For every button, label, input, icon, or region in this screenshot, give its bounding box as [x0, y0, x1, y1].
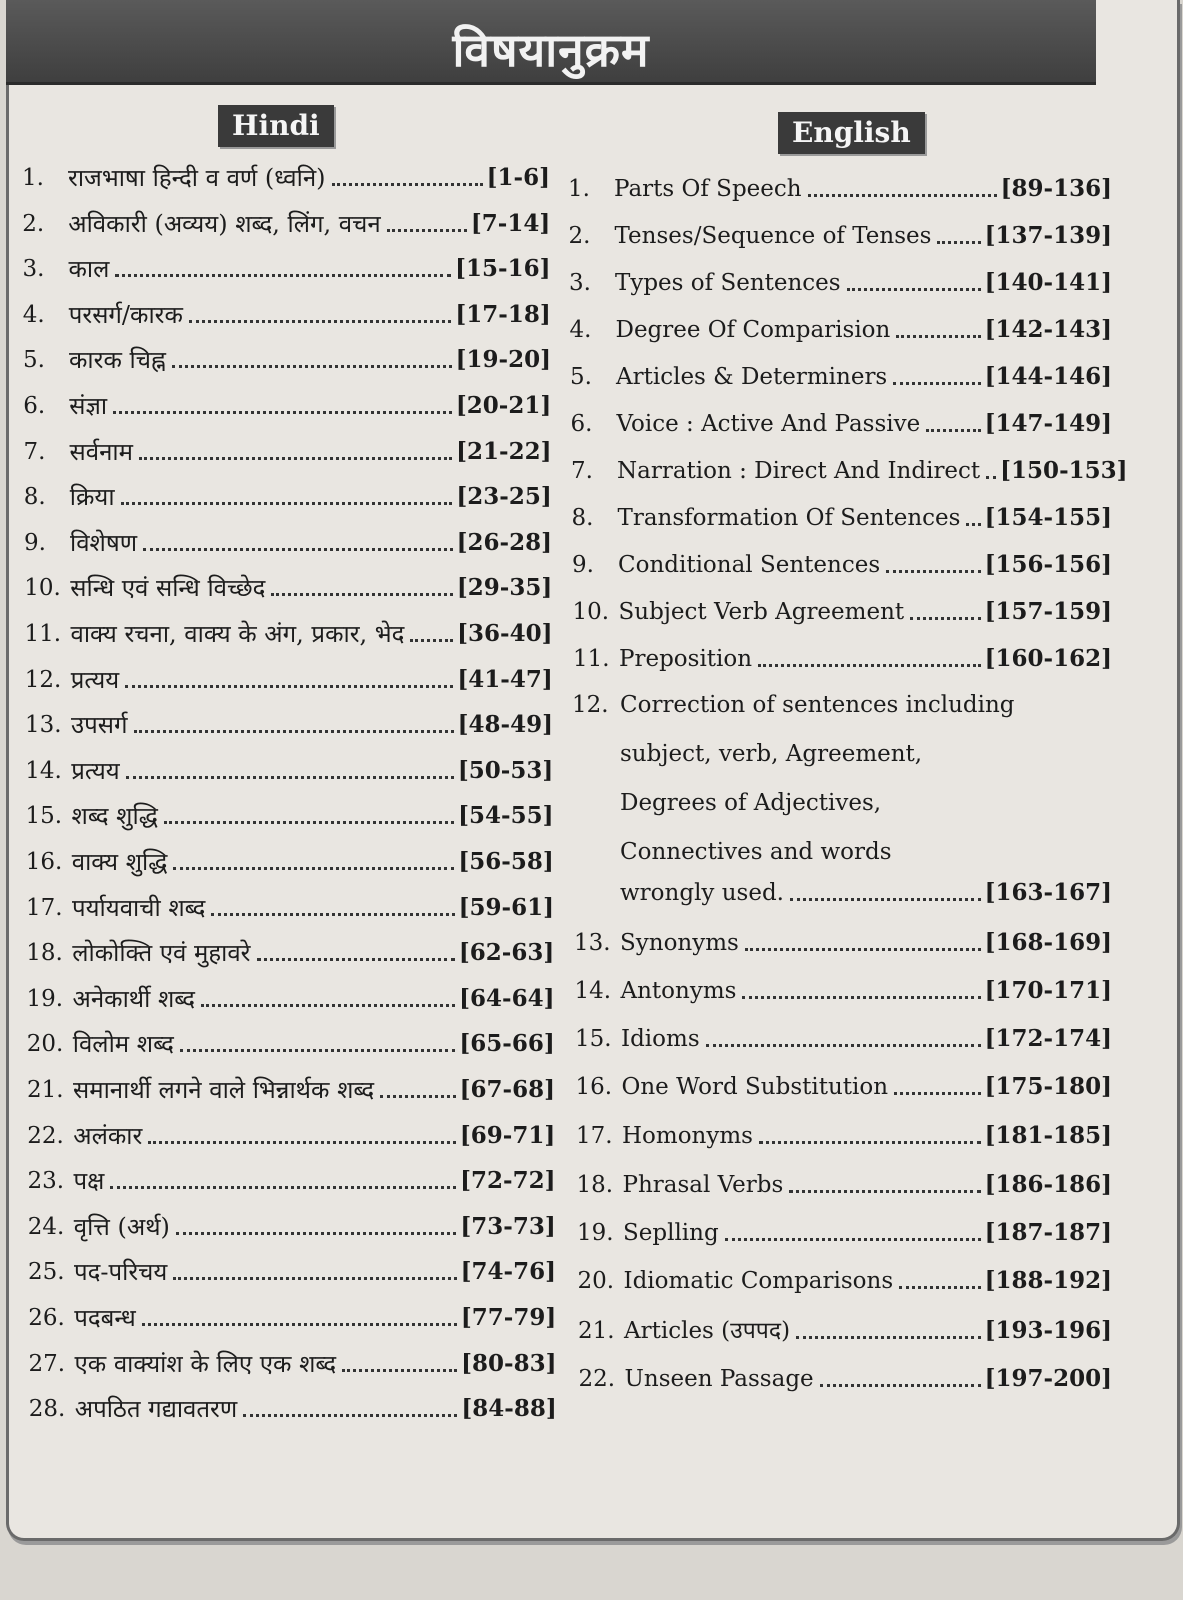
- entry-title: Subject Verb Agreement: [618, 599, 905, 625]
- toc-entry: [579, 1364, 1113, 1394]
- entry-title: Conditional Sentences: [618, 552, 881, 578]
- entry-page-range: [7-14]: [470, 209, 551, 237]
- entry-title: कारक चिह्न: [69, 346, 166, 375]
- entry-title: प्रत्यय: [70, 665, 120, 694]
- entry-page-range: [188-192]: [984, 1267, 1112, 1294]
- toc-entry: [570, 315, 1113, 345]
- dot-leader: [790, 898, 981, 901]
- entry-title: Tenses/Sequence of Tenses: [614, 223, 932, 249]
- dot-leader: [172, 365, 452, 368]
- entry-page-range: [150-153]: [1000, 457, 1128, 484]
- entry-title: Narration : Direct And Indirect: [617, 458, 981, 484]
- toc-entry: [576, 1121, 1112, 1151]
- entry-page-range: [140-141]: [984, 269, 1112, 296]
- toc-entry: [568, 174, 1112, 204]
- entry-title: अनेकार्थी शब्द: [72, 984, 196, 1013]
- dot-leader: [910, 617, 981, 620]
- entry-number: 14.: [574, 978, 612, 1004]
- entry-page-range: [41-47]: [457, 665, 553, 693]
- entry-number: 9.: [572, 552, 594, 578]
- entry-number: 27.: [28, 1350, 66, 1377]
- entry-page-range: [80-83]: [461, 1349, 557, 1377]
- entry-number: 18.: [26, 940, 63, 967]
- entry-title: वाक्य रचना, वाक्य के अंग, प्रकार, भेद: [70, 620, 405, 648]
- dot-leader: [789, 1190, 980, 1193]
- toc-entry: [26, 893, 554, 923]
- entry-page-range: [74-76]: [460, 1258, 556, 1286]
- toc-entry: [23, 300, 551, 330]
- entry-number: 25.: [28, 1259, 65, 1286]
- entry-number: 1.: [22, 165, 44, 191]
- entry-page-range: [137-139]: [984, 222, 1112, 249]
- dot-leader: [899, 1286, 981, 1289]
- dot-leader: [211, 913, 454, 916]
- entry-number: 5.: [23, 347, 45, 374]
- dot-leader: [986, 476, 996, 479]
- entry-number: 10.: [24, 575, 61, 602]
- toc-entry: [28, 1166, 556, 1196]
- entry-page-range: [73-73]: [460, 1212, 556, 1240]
- dot-leader: [342, 1369, 457, 1372]
- entry-page-range: [54-55]: [458, 802, 554, 830]
- entry-page-range: [197-200]: [984, 1365, 1112, 1392]
- toc-entry: [572, 503, 1113, 533]
- dot-leader: [201, 1004, 455, 1007]
- toc-entry: [23, 254, 551, 284]
- toc-entry: [571, 409, 1113, 439]
- entry-number: 19.: [577, 1220, 614, 1246]
- dot-leader: [110, 1186, 456, 1189]
- title-banner: [6, 0, 1096, 85]
- entry-title: Transformation Of Sentences: [617, 505, 961, 531]
- page-title: विषयानुक्रम: [452, 23, 650, 77]
- dot-leader: [125, 685, 453, 688]
- dot-leader: [820, 1384, 981, 1387]
- entry-page-range: [84-88]: [461, 1395, 557, 1423]
- entry-title: Articles (उपपद): [624, 1318, 791, 1344]
- dot-leader: [706, 1044, 981, 1047]
- toc-entry: [573, 644, 1112, 674]
- dot-leader: [896, 335, 980, 338]
- entry-page-range: [36-40]: [457, 620, 553, 647]
- entry-title: लोकोक्ति एवं मुहावरे: [72, 939, 251, 968]
- dot-leader: [742, 996, 980, 999]
- entry-title-line: Connectives and words: [620, 839, 892, 865]
- entry-page-range: [50-53]: [457, 756, 554, 784]
- entry-title: Antonyms: [620, 978, 737, 1004]
- entry-title: पदबन्ध: [74, 1304, 136, 1332]
- entry-number: 15.: [575, 1026, 612, 1052]
- dot-leader: [847, 288, 981, 291]
- toc-entry: [575, 1024, 1112, 1054]
- entry-title: अलंकार: [73, 1121, 143, 1150]
- dot-leader: [164, 821, 454, 824]
- dot-leader: [121, 502, 453, 505]
- toc-entry: [23, 391, 551, 421]
- toc-entry: [574, 928, 1112, 958]
- entry-title: Homonyms: [622, 1123, 753, 1149]
- toc-entry: [578, 1266, 1113, 1296]
- toc-entry: [23, 345, 551, 375]
- entry-number: 8.: [571, 505, 594, 531]
- entry-page-range: [163-167]: [984, 879, 1112, 906]
- toc-entry: [25, 619, 553, 649]
- toc-entry: [24, 482, 552, 512]
- entry-number: 3.: [22, 256, 45, 283]
- dot-leader: [893, 382, 980, 385]
- entry-number: 21.: [578, 1318, 615, 1344]
- dot-leader: [759, 1141, 981, 1144]
- toc-entry: [25, 665, 553, 695]
- entry-number: 28.: [28, 1396, 66, 1423]
- entry-number: 17.: [576, 1123, 613, 1149]
- entry-title: Synonyms: [620, 930, 739, 956]
- entry-title: सन्धि एवं सन्धि विच्छेद: [70, 574, 266, 603]
- entry-title: अविकारी (अव्यय) शब्द, लिंग, वचन: [68, 209, 381, 238]
- entry-number: 19.: [26, 985, 64, 1012]
- entry-title: समानार्थी लगने वाले भिन्नार्थक शब्द: [73, 1076, 375, 1104]
- entry-title: Types of Sentences: [615, 270, 841, 296]
- toc-entry: [29, 1349, 557, 1379]
- entry-page-range: [20-21]: [455, 392, 552, 419]
- dot-leader: [380, 1095, 456, 1098]
- toc-entry: [575, 976, 1113, 1006]
- dot-leader: [173, 867, 454, 870]
- entry-number: 6.: [570, 411, 593, 437]
- entry-number: 2.: [22, 210, 45, 237]
- entry-page-range: [157-159]: [984, 598, 1112, 625]
- toc-entry: [576, 1072, 1113, 1102]
- dot-leader: [894, 1092, 981, 1095]
- dot-leader: [173, 1277, 456, 1280]
- dot-leader: [115, 274, 451, 277]
- entry-page-range: [56-58]: [458, 848, 554, 875]
- entry-number: 2.: [568, 223, 591, 249]
- entry-page-range: [193-196]: [984, 1317, 1112, 1344]
- entry-page-range: [59-61]: [458, 893, 554, 921]
- toc-entry: [22, 209, 550, 239]
- entry-page-range: [142-143]: [984, 316, 1112, 343]
- entry-number: 24.: [27, 1213, 65, 1240]
- entry-number: 16.: [575, 1074, 613, 1100]
- entry-page-range: [172-174]: [984, 1025, 1112, 1052]
- entry-title-line: Correction of sentences including: [620, 692, 1015, 718]
- toc-entry: [24, 573, 552, 603]
- entry-title: पद-परिचय: [74, 1258, 168, 1287]
- dot-leader: [332, 183, 483, 186]
- entry-title: विशेषण: [70, 528, 138, 557]
- entry-number: 4.: [569, 317, 592, 343]
- toc-entry: [28, 1303, 556, 1333]
- entry-page-range: [186-186]: [984, 1171, 1112, 1198]
- entry-number: 23.: [27, 1168, 65, 1195]
- dot-leader: [113, 411, 452, 414]
- entry-page-range: [26-28]: [456, 528, 552, 556]
- toc-entry: [26, 938, 554, 968]
- entry-title: वृत्ति (अर्थ): [73, 1212, 170, 1241]
- toc-entry: [578, 1316, 1112, 1346]
- entry-number: 20.: [577, 1268, 615, 1294]
- dot-leader: [126, 776, 454, 779]
- toc-entry: [27, 1075, 555, 1105]
- entry-number: 6.: [23, 393, 46, 419]
- entry-number: 22.: [578, 1366, 616, 1392]
- entry-title: Degree Of Comparision: [615, 317, 891, 343]
- entry-number: 20.: [26, 1031, 64, 1058]
- entry-page-range: [156-156]: [984, 551, 1112, 578]
- entry-page-range: [77-79]: [460, 1304, 557, 1331]
- dot-leader: [243, 1414, 457, 1417]
- toc-entry: [27, 1029, 555, 1059]
- entry-page-range: [15-16]: [455, 255, 551, 283]
- entry-number: 22.: [27, 1122, 64, 1149]
- dot-leader: [725, 1238, 981, 1241]
- entry-title: एक वाक्यांश के लिए एक शब्द: [74, 1349, 337, 1378]
- entry-page-range: [187-187]: [984, 1219, 1112, 1246]
- toc-entry: [577, 1218, 1112, 1248]
- dot-leader: [142, 1323, 457, 1326]
- toc-entry: [569, 221, 1113, 251]
- entry-page-range: [168-169]: [984, 929, 1112, 956]
- entry-page-range: [1-6]: [486, 164, 550, 191]
- entry-page-range: [29-35]: [456, 574, 553, 602]
- entry-number: 5.: [570, 364, 592, 390]
- dot-leader: [143, 548, 453, 551]
- dot-leader: [387, 229, 467, 232]
- dot-leader: [139, 457, 452, 460]
- entry-number: 9.: [24, 529, 46, 556]
- dot-leader: [926, 429, 980, 432]
- entry-title: Preposition: [619, 646, 753, 672]
- entry-title-line: subject, verb, Agreement,: [620, 741, 923, 767]
- english-section-label: English: [778, 112, 925, 154]
- entry-title: पक्ष: [73, 1167, 105, 1196]
- toc-entry: [570, 362, 1112, 392]
- toc-entry: [24, 437, 552, 467]
- dot-leader: [745, 948, 981, 951]
- entry-title: Articles & Determiners: [616, 364, 888, 390]
- entry-title: Parts Of Speech: [614, 176, 802, 202]
- entry-title: Unseen Passage: [624, 1366, 814, 1392]
- entry-number: 7.: [571, 458, 593, 484]
- entry-title: क्रिया: [69, 483, 115, 512]
- entry-number: 1.: [568, 176, 590, 202]
- entry-page-range: [72-72]: [460, 1167, 556, 1195]
- entry-number: 12.: [24, 666, 62, 693]
- entry-page-range: [154-155]: [984, 504, 1112, 531]
- entry-number: 11.: [573, 646, 610, 672]
- entry-page-range: [175-180]: [984, 1073, 1112, 1100]
- entry-number: 21.: [27, 1077, 64, 1103]
- entry-page-range: [64-64]: [459, 984, 555, 1012]
- entry-number: 11.: [24, 621, 62, 647]
- dot-leader: [410, 639, 453, 642]
- entry-number: 17.: [26, 894, 63, 921]
- entry-title: Voice : Active And Passive: [616, 411, 921, 437]
- entry-title: वाक्य शुद्धि: [71, 848, 168, 876]
- dot-leader: [257, 958, 455, 961]
- entry-number: 15.: [25, 803, 63, 830]
- entry-number: 16.: [25, 849, 63, 875]
- entry-title: wrongly used.: [620, 880, 784, 906]
- entry-title: प्रत्यय: [71, 756, 120, 785]
- entry-title: शब्द शुद्धि: [71, 802, 158, 831]
- entry-title: राजभाषा हिन्दी व वर्ण (ध्वनि): [68, 164, 326, 192]
- entry-title: अपठित गद्यावतरण: [74, 1395, 238, 1424]
- entry-title: काल: [68, 255, 110, 284]
- entry-number: 13.: [574, 930, 611, 956]
- entry-number: 7.: [23, 438, 46, 465]
- dot-leader: [966, 523, 980, 526]
- entry-number: 10.: [572, 599, 610, 625]
- entry-title: Seplling: [623, 1220, 719, 1246]
- entry-number: 12.: [572, 692, 609, 718]
- dot-leader: [796, 1336, 981, 1339]
- entry-page-range: [147-149]: [984, 410, 1112, 437]
- entry-title: पर्यायवाची शब्द: [72, 893, 206, 922]
- toc-entry: [28, 1212, 556, 1242]
- toc-entry: [574, 878, 1112, 908]
- dot-leader: [134, 730, 454, 733]
- entry-page-range: [160-162]: [984, 645, 1112, 672]
- entry-number: 8.: [23, 484, 46, 511]
- toc-entry: [26, 801, 554, 831]
- entry-title-line: Degrees of Adjectives,: [620, 790, 882, 816]
- entry-page-range: [23-25]: [456, 483, 552, 511]
- entry-page-range: [144-146]: [984, 363, 1112, 390]
- entry-page-range: [48-49]: [457, 711, 553, 739]
- hindi-section-label: Hindi: [218, 105, 334, 147]
- entry-page-range: [67-68]: [459, 1076, 555, 1103]
- dot-leader: [148, 1141, 456, 1144]
- toc-entry: [28, 1257, 556, 1287]
- entry-page-range: [17-18]: [455, 300, 551, 328]
- dot-leader: [180, 1049, 456, 1052]
- dot-leader: [189, 320, 452, 323]
- entry-title: परसर्ग/कारक: [68, 300, 183, 329]
- entry-number: 26.: [28, 1305, 65, 1331]
- entry-title: संज्ञा: [69, 392, 108, 420]
- entry-page-range: [19-20]: [455, 346, 551, 374]
- entry-page-range: [21-22]: [456, 437, 552, 465]
- entry-number: 14.: [25, 757, 62, 784]
- toc-entry: [22, 163, 550, 193]
- entry-page-range: [181-185]: [984, 1122, 1112, 1149]
- toc-entry: [27, 1121, 555, 1151]
- entry-title: उपसर्ग: [71, 711, 128, 740]
- dot-leader: [176, 1232, 457, 1235]
- entry-title: Idiomatic Comparisons: [623, 1268, 894, 1294]
- toc-entry: [25, 756, 553, 786]
- dot-leader: [886, 570, 981, 573]
- entry-page-range: [62-63]: [458, 939, 555, 967]
- entry-title: Idioms: [621, 1026, 700, 1052]
- toc-entry: [27, 984, 555, 1014]
- toc-entry: [29, 1394, 557, 1424]
- dot-leader: [937, 241, 980, 244]
- toc-entry: [24, 528, 552, 558]
- toc-entry: [569, 268, 1112, 298]
- entry-number: 18.: [576, 1172, 614, 1198]
- entry-page-range: [69-71]: [459, 1121, 556, 1149]
- entry-title: Phrasal Verbs: [622, 1172, 784, 1198]
- toc-entry: [573, 597, 1113, 627]
- entry-number: 13.: [25, 712, 62, 739]
- toc-entry: [572, 550, 1112, 580]
- dot-leader: [758, 664, 981, 667]
- toc-entry: [25, 710, 553, 740]
- entry-title: One Word Substitution: [621, 1074, 889, 1100]
- dot-leader: [271, 593, 453, 596]
- toc-entry: [577, 1170, 1113, 1200]
- entry-page-range: [89-136]: [1000, 175, 1112, 202]
- entry-page-range: [65-66]: [459, 1030, 555, 1058]
- entry-title: सर्वनाम: [69, 437, 133, 466]
- entry-page-range: [170-171]: [984, 977, 1112, 1004]
- entry-title: विलोम शब्द: [72, 1030, 174, 1059]
- toc-entry: [571, 456, 1128, 486]
- toc-entry: [26, 847, 554, 877]
- dot-leader: [808, 194, 997, 197]
- entry-number: 3.: [569, 270, 591, 296]
- entry-number: 4.: [22, 301, 45, 328]
